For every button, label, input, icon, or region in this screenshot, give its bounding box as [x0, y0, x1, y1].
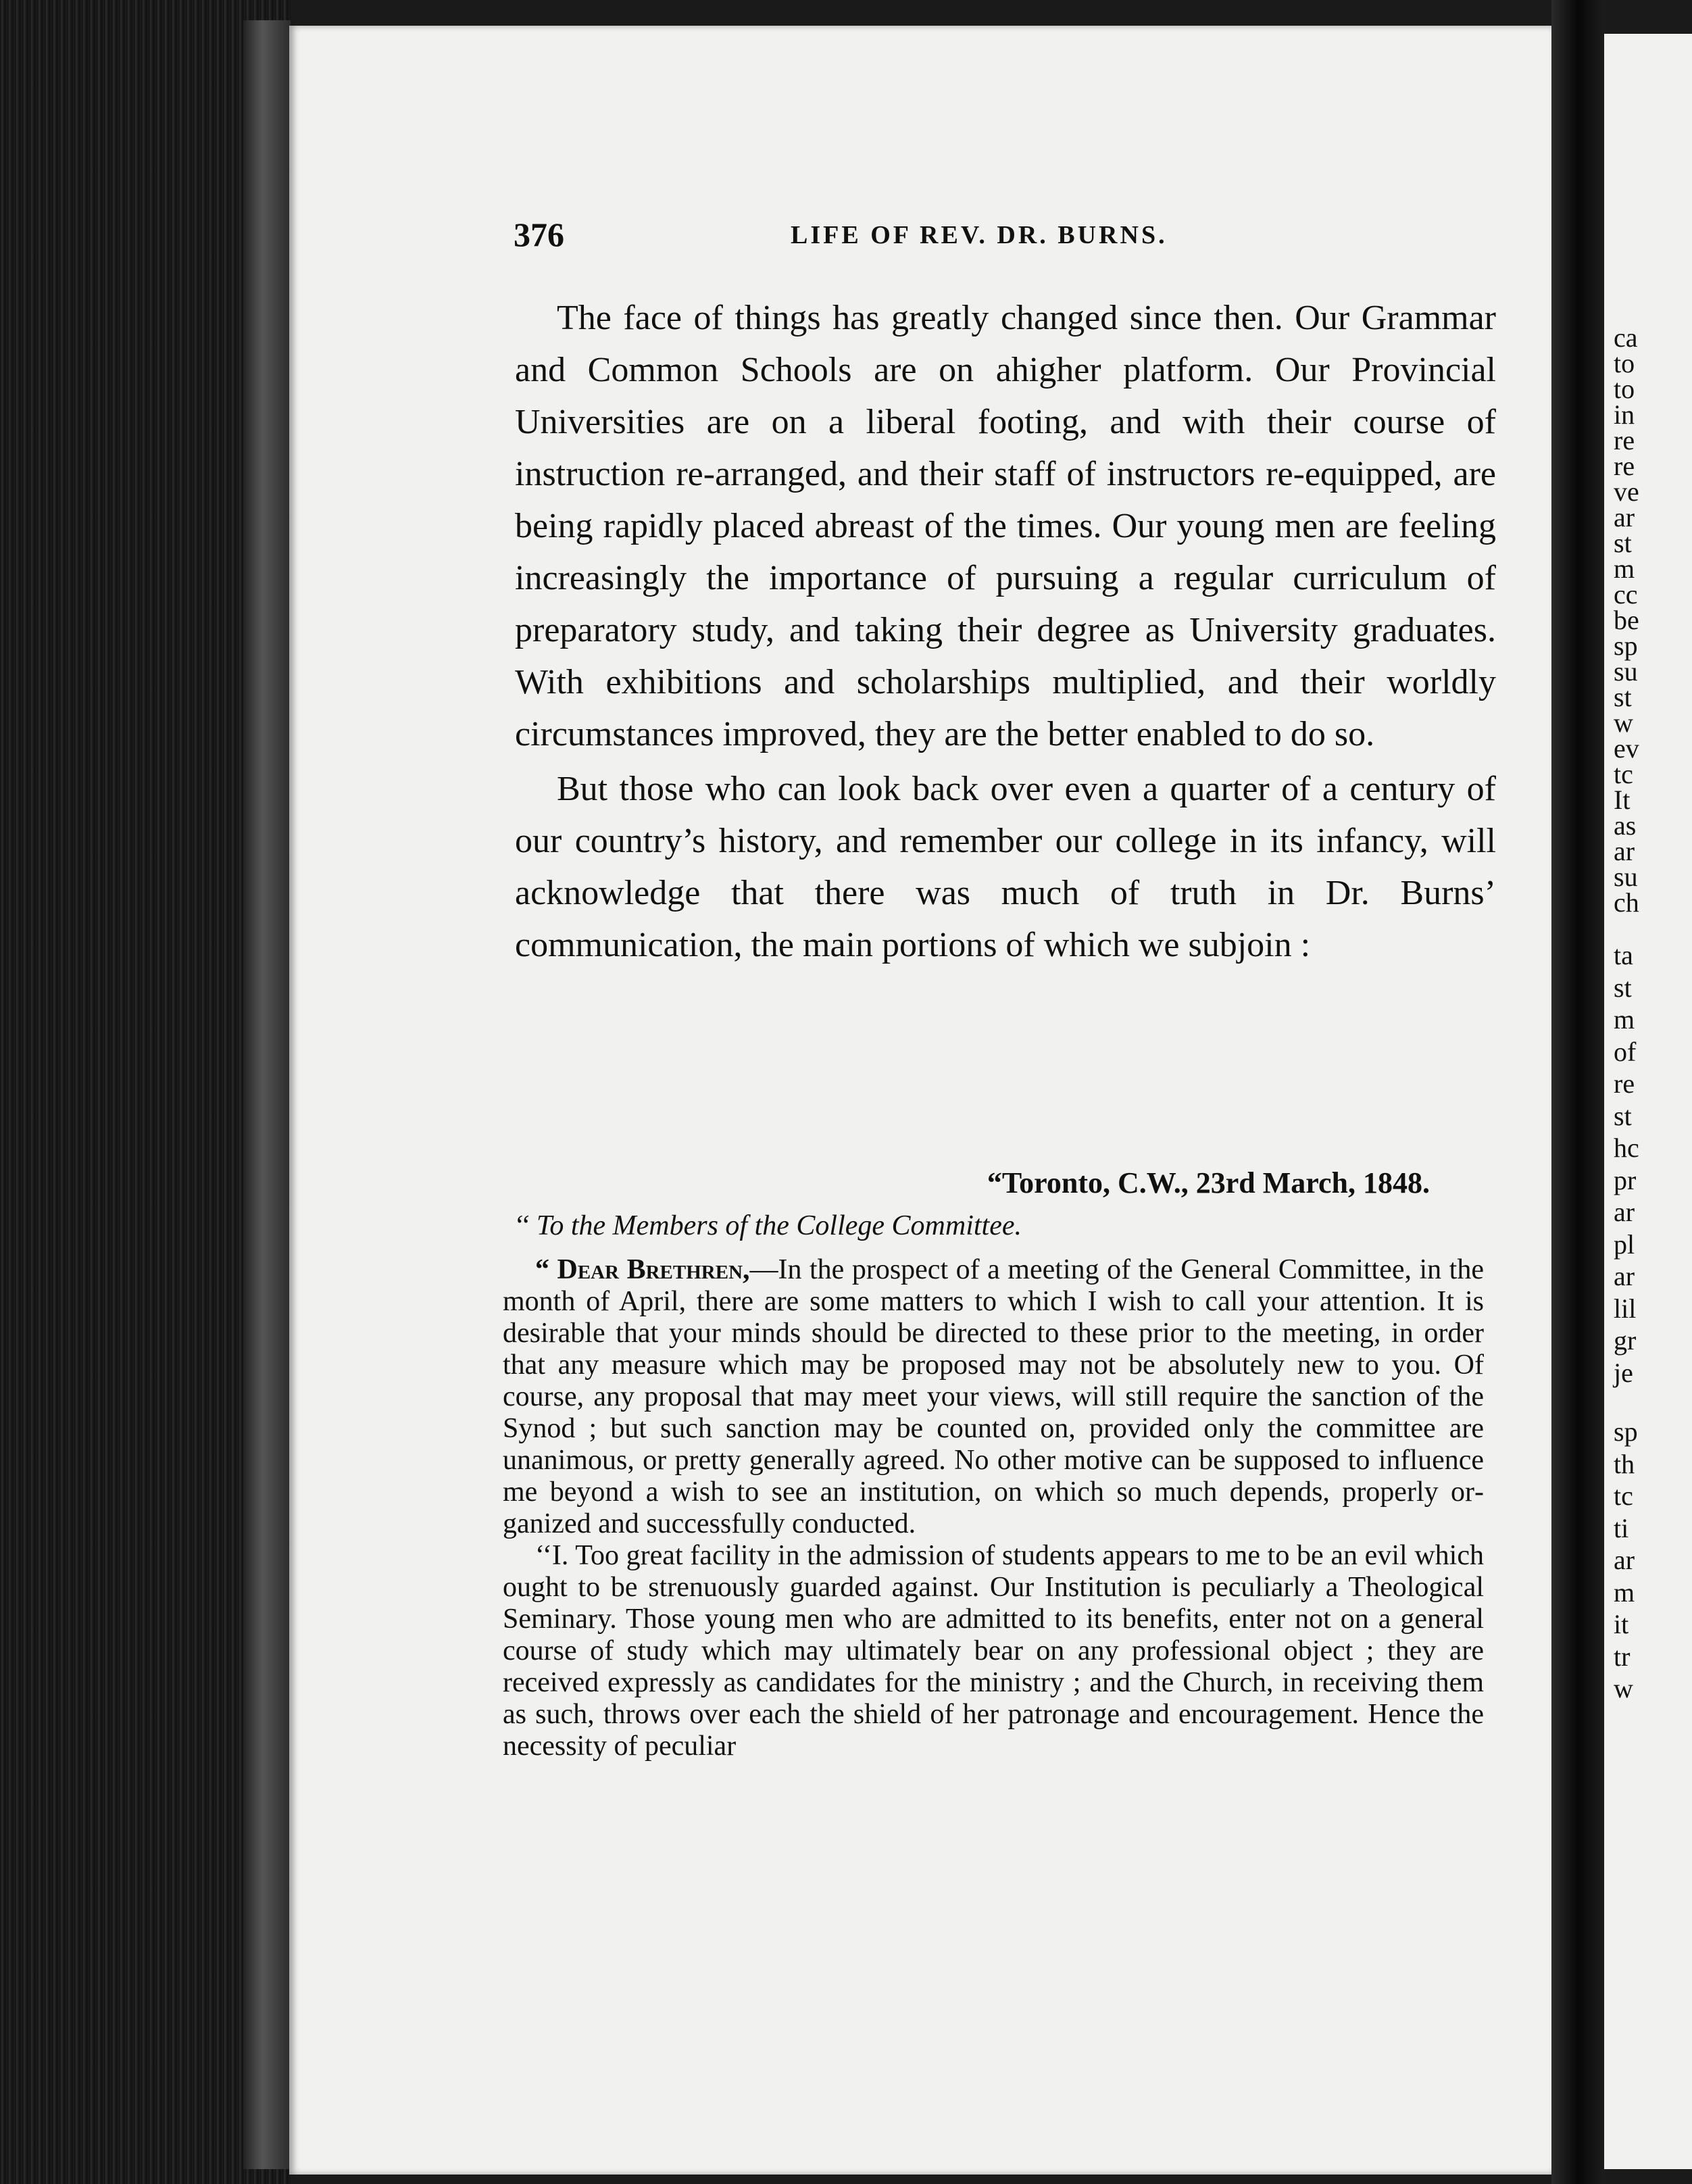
- right-gutter: [1551, 0, 1604, 2184]
- letter-salutation: “ Dear Brethren,: [535, 1254, 750, 1285]
- next-page-fragment: ar: [1614, 1197, 1635, 1227]
- next-page-fragment: re: [1614, 425, 1635, 455]
- page-header: [514, 215, 1500, 262]
- next-page-fragment: sp: [1614, 1416, 1638, 1447]
- next-page-fragment: sp: [1614, 630, 1638, 661]
- next-page-fragment: tc: [1614, 1481, 1633, 1511]
- next-page-fragment: tr: [1614, 1641, 1631, 1672]
- next-page-fragment: ve: [1614, 476, 1639, 507]
- next-page-fragment: su: [1614, 656, 1638, 687]
- next-page-edge: [1604, 34, 1692, 2169]
- next-page-fragment: je: [1614, 1357, 1633, 1388]
- next-page-fragment: m: [1614, 1577, 1635, 1608]
- next-page-fragment: w: [1614, 708, 1633, 738]
- next-page-fragment: ta: [1614, 940, 1633, 970]
- next-page-fragment: re: [1614, 1068, 1635, 1099]
- next-page-fragment: tc: [1614, 759, 1633, 789]
- next-page-fragment: st: [1614, 528, 1632, 558]
- next-page-fragment: ar: [1614, 836, 1635, 866]
- next-page-fragment: su: [1614, 862, 1638, 892]
- next-page-fragment: be: [1614, 605, 1639, 635]
- next-page-fragment: to: [1614, 374, 1635, 404]
- next-page-fragment: pr: [1614, 1164, 1637, 1195]
- letter-excerpt: [503, 1161, 1484, 1762]
- next-page-fragment: It: [1614, 785, 1631, 815]
- letter-address: ‘‘ To the Members of the College Committee.: [514, 1210, 1022, 1241]
- paragraph: The face of things has greatly changed since then. Our Grammar and Common Schools are on ahigher platform. Our Provincial Universities are on a liberal footing, and with their course of instruction re-arranged, and their staff of instructors re-equipped, are being rapidly placed abreast of the times. Our young men are feeling increasingly the importance of pursuing a regular curriculum of preparatory study, and taking their degree as University graduates. With exhibitions and scholarships multiplied, and their worldly circumstances improved, they are the better enabled to do so.: [515, 299, 1496, 753]
- next-page-fragment: ch: [1614, 887, 1639, 918]
- letter-paragraph: [503, 1254, 1484, 1540]
- next-page-fragment: re: [1614, 451, 1635, 481]
- paragraph: But those who can look back over even a quarter of a century of our country’s history, and remember our college in its infancy, will acknowledge that there was much of truth in Dr. Burns’ communication, the main portions of which we subjoin :: [515, 770, 1496, 964]
- next-page-fragment: to: [1614, 348, 1635, 378]
- next-page-fragment: m: [1614, 553, 1635, 584]
- page-number: 376: [514, 216, 564, 253]
- running-title: LIFE OF REV. DR. BURNS.: [791, 221, 1168, 249]
- next-page-fragment: as: [1614, 810, 1637, 841]
- next-page-fragment: lil: [1614, 1293, 1637, 1324]
- next-page-fragment: gr: [1614, 1325, 1637, 1356]
- next-page-fragment: ev: [1614, 733, 1639, 764]
- next-page-fragment: ti: [1614, 1512, 1629, 1543]
- next-page-fragment: in: [1614, 399, 1635, 430]
- next-page-fragment: m: [1614, 1004, 1635, 1035]
- next-page-fragment: it: [1614, 1609, 1629, 1639]
- next-page-fragment: hc: [1614, 1133, 1639, 1163]
- next-page-fragment: ar: [1614, 1545, 1635, 1575]
- next-page-fragment: st: [1614, 972, 1632, 1003]
- binding-edge: [243, 20, 291, 2169]
- next-page-fragment: th: [1614, 1448, 1635, 1479]
- next-page-fragment: w: [1614, 1673, 1633, 1704]
- next-page-fragment: st: [1614, 1100, 1632, 1131]
- next-page-fragment: ar: [1614, 1261, 1635, 1291]
- next-page-fragment: st: [1614, 682, 1632, 712]
- body-text: [515, 292, 1496, 971]
- next-page-fragment: ar: [1614, 502, 1635, 532]
- next-page-fragment: of: [1614, 1036, 1637, 1067]
- next-page-fragment: ca: [1614, 322, 1638, 353]
- letter-dateline: “Toronto, C.W., 23rd March, 1848.: [987, 1166, 1430, 1199]
- letter-paragraph-text: —In the prospect of a meeting of the General Committee, in the month of April, there are some matters to which I wish to call your attention. It is desirable that your minds should be directed to these prior to the meeting, in order that any measure which may be proposed may not be absolutely new to you. Of course, any proposal that may meet your views, will still require the sanction of the Synod ; but such sanction may be counted on, provided only the committee are unanimous, or pretty generally agreed. No other motive can be supposed to influence me beyond a wish to see an institution, on which so much depends, properly organized and successfully conducted.: [503, 1254, 1484, 1539]
- next-page-fragment: cc: [1614, 579, 1638, 610]
- letter-paragraph: ‘‘I. Too great facility in the admission of students appears to me to be an evil which ought to be strenuously guarded against. Our Institution is peculiarly a Theological Seminary. Those young men who are admitted to its benefits, enter not on a general course of study which may ultimately bear on any professional object ; they are received expressly as candidates for the ministry ; and the Church, in receiving them as such, throws over each the shield of her patronage and encouragement. Hence the necessity of peculiar: [503, 1540, 1484, 1762]
- next-page-fragment: pl: [1614, 1228, 1635, 1260]
